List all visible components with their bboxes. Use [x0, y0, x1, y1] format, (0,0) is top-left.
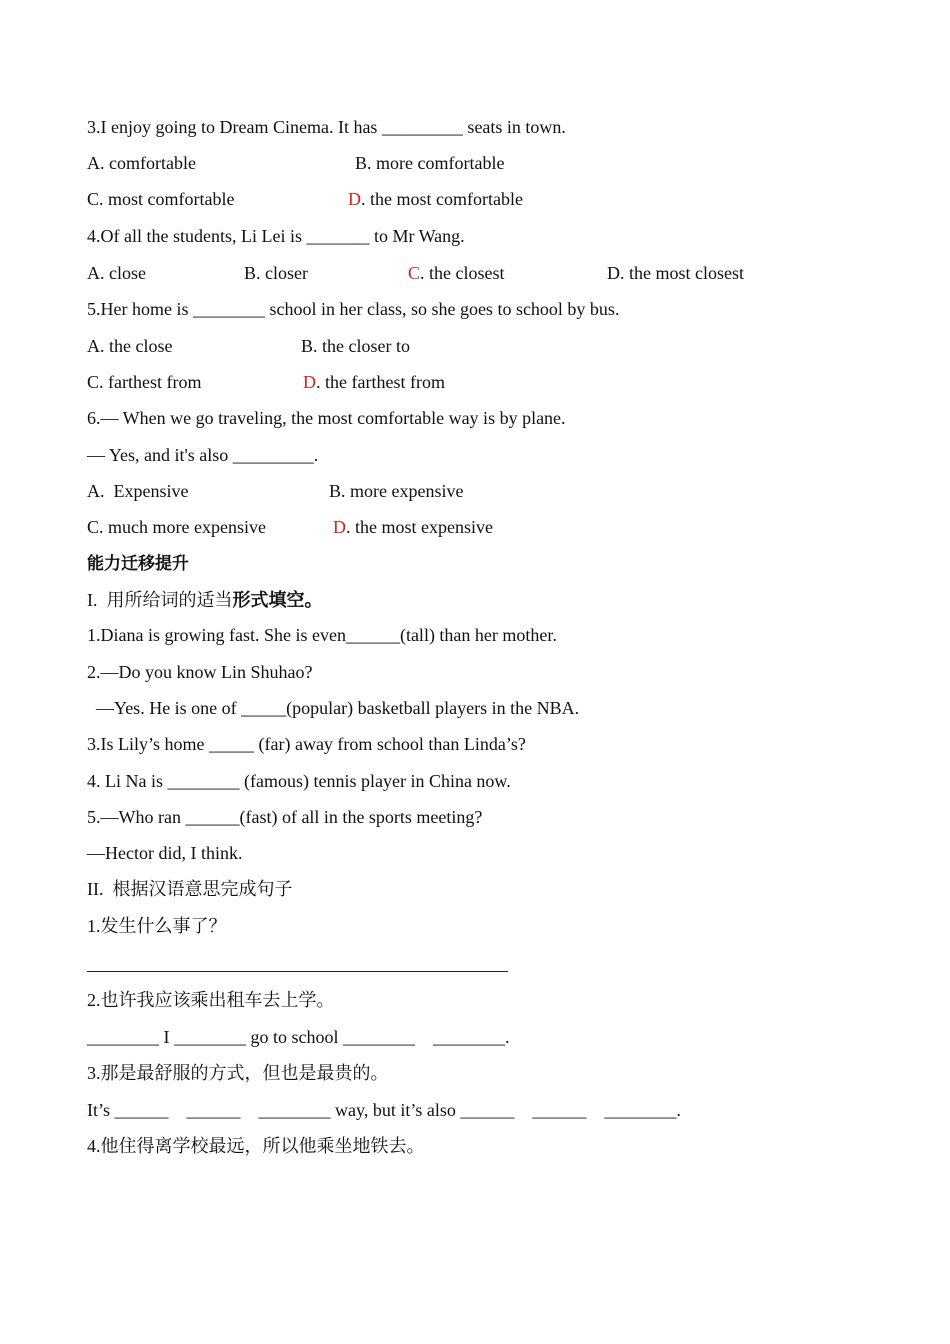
part-1-item: —Yes. He is one of _____(popular) basketball players in the NBA. — [87, 698, 580, 718]
option-text: . the farthest from — [316, 372, 445, 392]
question-6-reply: — Yes, and it's also _________. — [87, 445, 319, 465]
answer-line — [87, 971, 508, 972]
part-1-heading — [87, 589, 323, 611]
question-4-option-c — [408, 262, 505, 284]
question-4-option-d: D. the most closest — [607, 263, 744, 283]
question-3-option-d — [348, 188, 523, 210]
option-text: . the closest — [420, 263, 505, 283]
question-6-option-a: A. Expensive — [87, 481, 189, 501]
question-5-option-a: A. the close — [87, 336, 173, 356]
heading-bold-text: 形式填空。 — [232, 590, 323, 610]
part-2-sentence-3: 3.那是最舒服的方式，但也是最贵的。 — [87, 1063, 389, 1083]
option-text: . the most comfortable — [361, 189, 523, 209]
part-1-item: 5.—Who ran ______(fast) of all in the sports meeting? — [87, 807, 483, 827]
question-3-stem: 3.I enjoy going to Dream Cinema. It has _________ seats in town. — [87, 117, 566, 137]
question-3-option-a: A. comfortable — [87, 153, 196, 173]
part-2-heading: II. 根据汉语意思完成句子 — [87, 879, 293, 899]
heading-text: I. 用所给词的适当 — [87, 590, 233, 610]
part-1-item: —Hector did, I think. — [87, 843, 243, 863]
part-2-sentence-1: 1.发生什么事了？ — [87, 916, 227, 936]
question-6-option-d — [333, 516, 493, 538]
part-2-sentence-4: 4.他住得离学校最远，所以他乘坐地铁去。 — [87, 1136, 425, 1156]
question-6-option-b: B. more expensive — [329, 481, 464, 501]
question-4-option-a: A. close — [87, 263, 146, 283]
question-4-option-b: B. closer — [244, 263, 308, 283]
question-4-stem: 4.Of all the students, Li Lei is _______ to Mr Wang. — [87, 226, 465, 246]
part-1-item: 3.Is Lily’s home _____ (far) away from school than Linda’s? — [87, 734, 526, 754]
part-2-sentence-2: 2.也许我应该乘出租车去上学。 — [87, 990, 335, 1010]
answer-letter: D — [333, 517, 346, 537]
question-5-option-c: C. farthest from — [87, 372, 202, 392]
question-5-option-d — [303, 371, 445, 393]
question-5-stem: 5.Her home is ________ school in her class, so she goes to school by bus. — [87, 299, 620, 319]
part-1-item: 4. Li Na is ________ (famous) tennis player in China now. — [87, 771, 511, 791]
part-2-sentence-3-blanks: It’s ______ ______ ________ way, but it’s also ______ ______ ________. — [87, 1100, 681, 1120]
answer-letter: D — [303, 372, 316, 392]
section-title: 能力迁移提升 — [87, 554, 189, 574]
question-3-option-b: B. more comfortable — [355, 153, 505, 173]
part-2-sentence-2-blanks: ________ I ________ go to school ________ ________. — [87, 1027, 510, 1047]
question-6-option-c: C. much more expensive — [87, 517, 266, 537]
question-3-option-c: C. most comfortable — [87, 189, 235, 209]
question-5-option-b: B. the closer to — [301, 336, 410, 356]
answer-letter: D — [348, 189, 361, 209]
question-6-stem: 6.— When we go traveling, the most comfortable way is by plane. — [87, 408, 566, 428]
answer-letter: C — [408, 263, 421, 283]
part-1-item: 1.Diana is growing fast. She is even______(tall) than her mother. — [87, 625, 557, 645]
option-text: . the most expensive — [346, 517, 493, 537]
part-1-item: 2.—Do you know Lin Shuhao? — [87, 662, 313, 682]
